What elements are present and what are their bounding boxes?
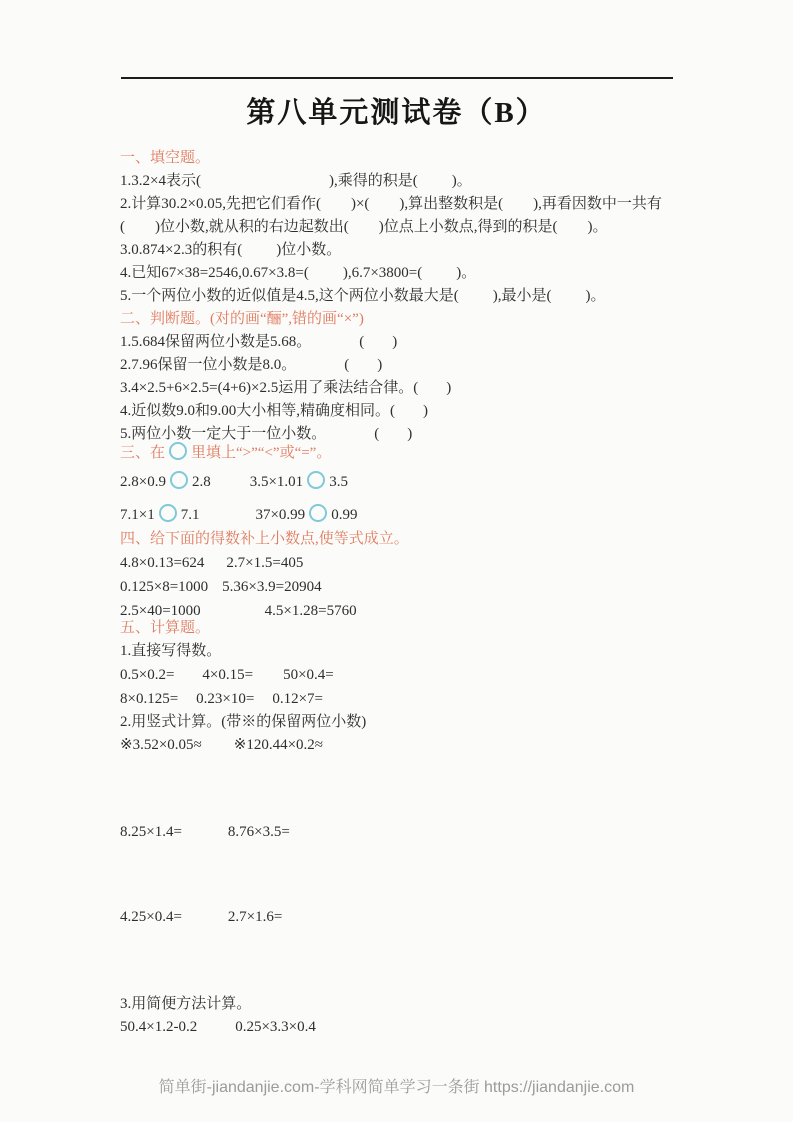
text-segment: 5.两位小数一定大于一位小数。	[120, 426, 327, 442]
blank-spacer	[321, 207, 351, 208]
blank-spacer	[174, 678, 202, 679]
text-segment: 1.3.2×4表示(	[120, 173, 201, 189]
question-line	[120, 216, 685, 239]
text-segment: 4.25×0.4=	[120, 909, 182, 925]
text-segment: 0.99	[331, 507, 358, 523]
comparison-circle	[170, 471, 188, 489]
blank-spacer	[309, 276, 343, 277]
blank-spacer	[369, 207, 399, 208]
text-segment: (	[359, 334, 365, 350]
text-segment: 3.用简便方法计算。	[120, 996, 252, 1012]
text-segment: 0.23×10=	[196, 691, 255, 707]
blank-spacer	[211, 485, 250, 486]
text-segment: 50.4×1.2-0.2	[120, 1019, 198, 1035]
text-segment: )	[446, 380, 452, 396]
blank-spacer	[552, 299, 586, 300]
text-segment: 二、判断题。(对的画“酾”,错的画“×”)	[120, 311, 364, 327]
text-segment: ),算出整数积是(	[399, 196, 504, 212]
text-segment: 2.7×1.6=	[227, 909, 283, 925]
section-header	[120, 528, 685, 551]
comparison-circle	[309, 504, 327, 522]
question-line	[120, 821, 685, 844]
text-segment: 4.已知67×38=2546,0.67×3.8=(	[120, 265, 309, 281]
text-segment: 3.0.874×2.3的积有(	[120, 242, 243, 258]
text-segment: )	[392, 334, 398, 350]
text-segment: 四、给下面的得数补上小数点,使等式成立。	[120, 531, 409, 547]
text-segment: )位点上小数点,得到的积是(	[378, 219, 558, 235]
text-segment: ),乘得的积是(	[328, 173, 418, 189]
blank-spacer	[178, 702, 196, 703]
blank-spacer	[349, 230, 379, 231]
text-segment: (	[344, 357, 350, 373]
blank-spacer	[503, 207, 533, 208]
text-segment: 3.5×1.01	[249, 474, 304, 490]
text-segment: 4.近似数9.0和9.00大小相等,精确度相同。(	[120, 403, 395, 419]
blank-spacer	[422, 276, 456, 277]
question-line	[120, 640, 685, 663]
text-segment: )。	[587, 219, 608, 235]
comparison-circle	[159, 504, 177, 522]
text-segment: 1.5.684保留两位小数是5.68。	[120, 334, 312, 350]
text-segment: )	[423, 403, 428, 419]
text-segment: 7.1	[180, 507, 200, 523]
section-header	[120, 617, 685, 640]
page-title: 第八单元测试卷（B）	[246, 97, 547, 129]
question-line	[120, 993, 685, 1016]
blank-spacer	[197, 1030, 235, 1031]
question-line	[120, 285, 685, 308]
text-segment: ※3.52×0.05≈	[120, 737, 202, 753]
text-segment: 2.5×40=1000	[120, 603, 201, 619]
text-segment: 2.7×1.5=405	[226, 555, 304, 571]
text-segment: 8×0.125=	[120, 691, 179, 707]
paper-body	[120, 147, 685, 1039]
text-segment: (	[374, 426, 380, 442]
blank-spacer	[201, 614, 265, 615]
text-segment: )。	[585, 288, 606, 304]
blank-spacer	[311, 345, 359, 346]
section-header	[120, 308, 685, 331]
text-segment: )×(	[350, 196, 370, 212]
blank-spacer	[125, 230, 155, 231]
text-segment: 37×0.99	[255, 507, 306, 523]
text-segment: ),再看因数中一共有	[533, 196, 662, 212]
text-segment: 2.计算30.2×0.05,先把它们看作(	[120, 196, 321, 212]
text-segment: 4.8×0.13=624	[120, 555, 205, 571]
text-segment: (	[120, 219, 125, 235]
question-line	[120, 193, 685, 216]
blank-spacer	[201, 184, 329, 185]
text-segment: 4×0.15=	[202, 667, 254, 683]
text-segment: 0.125×8=1000	[120, 579, 209, 595]
text-segment: )。	[456, 265, 477, 281]
text-segment: )位小数,就从积的右边起数出(	[155, 219, 349, 235]
blank-spacer	[326, 437, 374, 438]
question-line	[120, 575, 685, 599]
text-segment: 5.36×3.9=20904	[222, 579, 322, 595]
question-line	[120, 262, 685, 285]
question-line	[120, 170, 685, 193]
top-horizontal-rule	[121, 77, 673, 79]
text-segment: 4.5×1.28=5760	[264, 603, 357, 619]
blank-spacer	[395, 414, 423, 415]
text-segment: 7.1×1	[120, 507, 155, 523]
text-segment: 2.7.96保留一位小数是8.0。	[120, 357, 297, 373]
text-segment: )位小数。	[276, 242, 342, 258]
text-segment: 8.76×3.5=	[227, 824, 290, 840]
text-segment: ※120.44×0.2≈	[233, 737, 324, 753]
blank-spacer	[202, 748, 234, 749]
blank-spacer	[242, 253, 276, 254]
text-segment: 五、计算题。	[120, 620, 211, 636]
blank-spacer	[379, 437, 407, 438]
text-segment: 3.5	[329, 474, 348, 490]
blank-spacer	[182, 920, 228, 921]
blank-spacer	[199, 518, 255, 519]
text-segment: 3.4×2.5+6×2.5=(4+6)×2.5运用了乘法结合律。(	[120, 380, 419, 396]
text-segment: )	[377, 357, 383, 373]
question-line	[120, 734, 685, 757]
question-line	[120, 377, 685, 400]
blank-spacer	[349, 368, 377, 369]
blank-spacer	[254, 702, 272, 703]
text-segment: ),最小是(	[492, 288, 552, 304]
question-line	[120, 331, 685, 354]
text-segment: 8.25×1.4=	[120, 824, 182, 840]
blank-spacer	[558, 230, 588, 231]
question-line	[120, 551, 685, 575]
text-segment: 0.25×3.3×0.4	[235, 1019, 316, 1035]
question-line	[120, 1016, 685, 1039]
blank-spacer	[296, 368, 344, 369]
text-segment: 2.8	[191, 474, 211, 490]
text-segment: ),6.7×3800=(	[342, 265, 423, 281]
text-segment: 0.12×7=	[272, 691, 324, 707]
text-segment: 1.直接写得数。	[120, 643, 222, 659]
footer-watermark: 简单街-jiandanjie.com-学科网简单学习一条街 https://jiandanjie.com	[158, 1079, 635, 1096]
text-segment: 2.8×0.9	[120, 474, 166, 490]
blank-spacer	[208, 590, 222, 591]
question-line	[120, 354, 685, 377]
section-header	[120, 147, 685, 170]
text-segment: 2.用竖式计算。(带※的保留两位小数)	[120, 714, 367, 730]
text-segment: 里填上“>”“<”或“=”。	[191, 445, 332, 461]
question-line	[120, 663, 685, 687]
blank-spacer	[253, 678, 283, 679]
text-segment: 一、填空题。	[120, 150, 211, 166]
question-line	[120, 239, 685, 262]
blank-spacer	[182, 835, 228, 836]
text-segment: 0.5×0.2=	[120, 667, 175, 683]
blank-spacer	[364, 345, 392, 346]
comparison-circle	[307, 471, 325, 489]
question-line	[120, 466, 685, 499]
text-segment: 50×0.4=	[283, 667, 334, 683]
question-line	[120, 711, 685, 734]
blank-spacer	[459, 299, 493, 300]
question-line	[120, 400, 685, 423]
text-segment: 5.一个两位小数的近似值是4.5,这个两位小数最大是(	[120, 288, 459, 304]
blank-spacer	[418, 391, 446, 392]
comparison-circle	[169, 442, 187, 460]
question-line	[120, 687, 685, 711]
text-segment: )。	[451, 173, 472, 189]
text-segment: 三、在	[120, 445, 166, 461]
question-line	[120, 906, 685, 929]
text-segment: )	[407, 426, 413, 442]
blank-spacer	[204, 566, 226, 567]
blank-spacer	[418, 184, 452, 185]
